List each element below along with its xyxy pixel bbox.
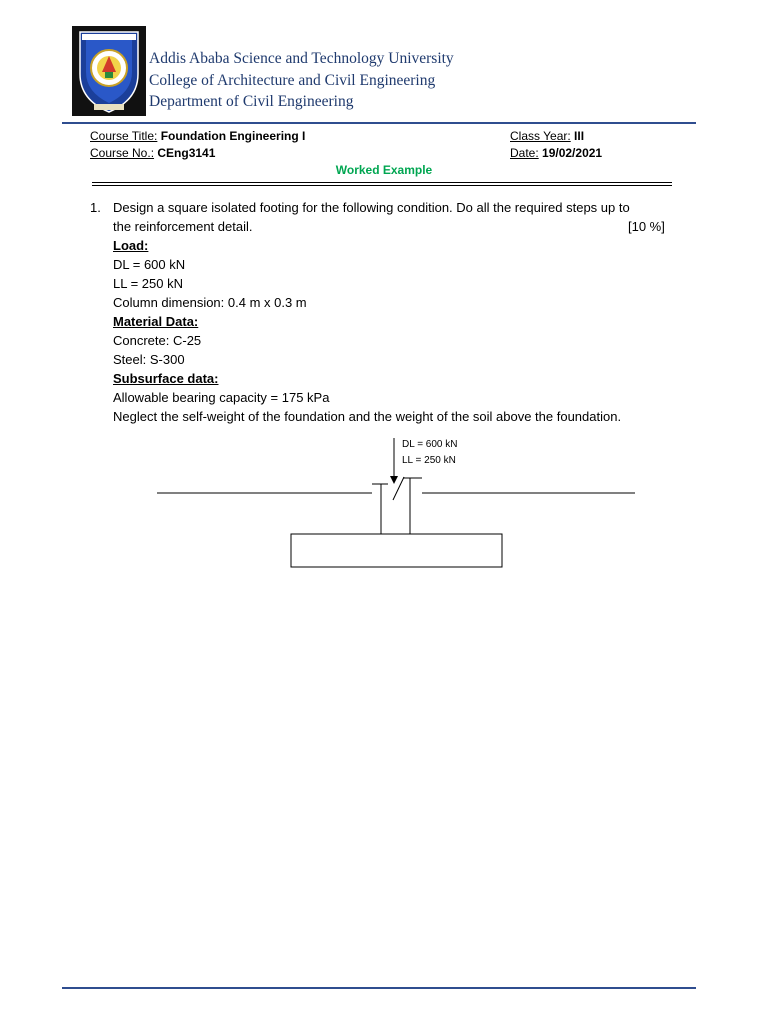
worked-example-title: Worked Example <box>335 163 433 177</box>
neglect-note: Neglect the self-weight of the foundation and the weight of the soil above the foundation. <box>113 409 622 424</box>
question-marks: [10 %] <box>628 219 665 234</box>
footer-rule <box>62 987 696 989</box>
load-heading: Load: <box>113 238 149 253</box>
class-year-value: III <box>574 129 585 143</box>
question-line-1: Design a square isolated footing for the following condition. Do all the required steps up to <box>113 200 630 215</box>
figure-live-load-label: LL = 250 kN <box>402 455 456 466</box>
college-name: College of Architecture and Civil Engineering <box>149 72 436 89</box>
date-value: 19/02/2021 <box>542 146 603 160</box>
concrete-grade: Concrete: C-25 <box>113 333 202 348</box>
load-arrow-head <box>390 476 398 484</box>
university-name: Addis Ababa Science and Technology University <box>149 50 454 67</box>
bearing-capacity: Allowable bearing capacity = 175 kPa <box>113 390 330 405</box>
question-number: 1. <box>90 200 101 215</box>
live-load: LL = 250 kN <box>113 276 183 291</box>
course-title-value: Foundation Engineering I <box>160 129 306 143</box>
class-year-label: Class Year: <box>510 129 571 143</box>
course-number-label: Course No.: <box>90 146 155 160</box>
date-label: Date: <box>510 146 539 160</box>
material-heading: Material Data: <box>113 314 199 329</box>
course-number-value: CEng3141 <box>157 146 216 160</box>
steel-grade: Steel: S-300 <box>113 352 185 367</box>
column-dimension: Column dimension: 0.4 m x 0.3 m <box>113 295 307 310</box>
subsurface-heading: Subsurface data: <box>113 371 219 386</box>
figure-dead-load-label: DL = 600 kN <box>402 439 458 450</box>
department-name: Department of Civil Engineering <box>149 93 354 110</box>
course-title-label: Course Title: <box>90 129 158 143</box>
question-line-2: the reinforcement detail. <box>113 219 253 234</box>
footing-slab <box>291 534 502 567</box>
dead-load: DL = 600 kN <box>113 257 186 272</box>
